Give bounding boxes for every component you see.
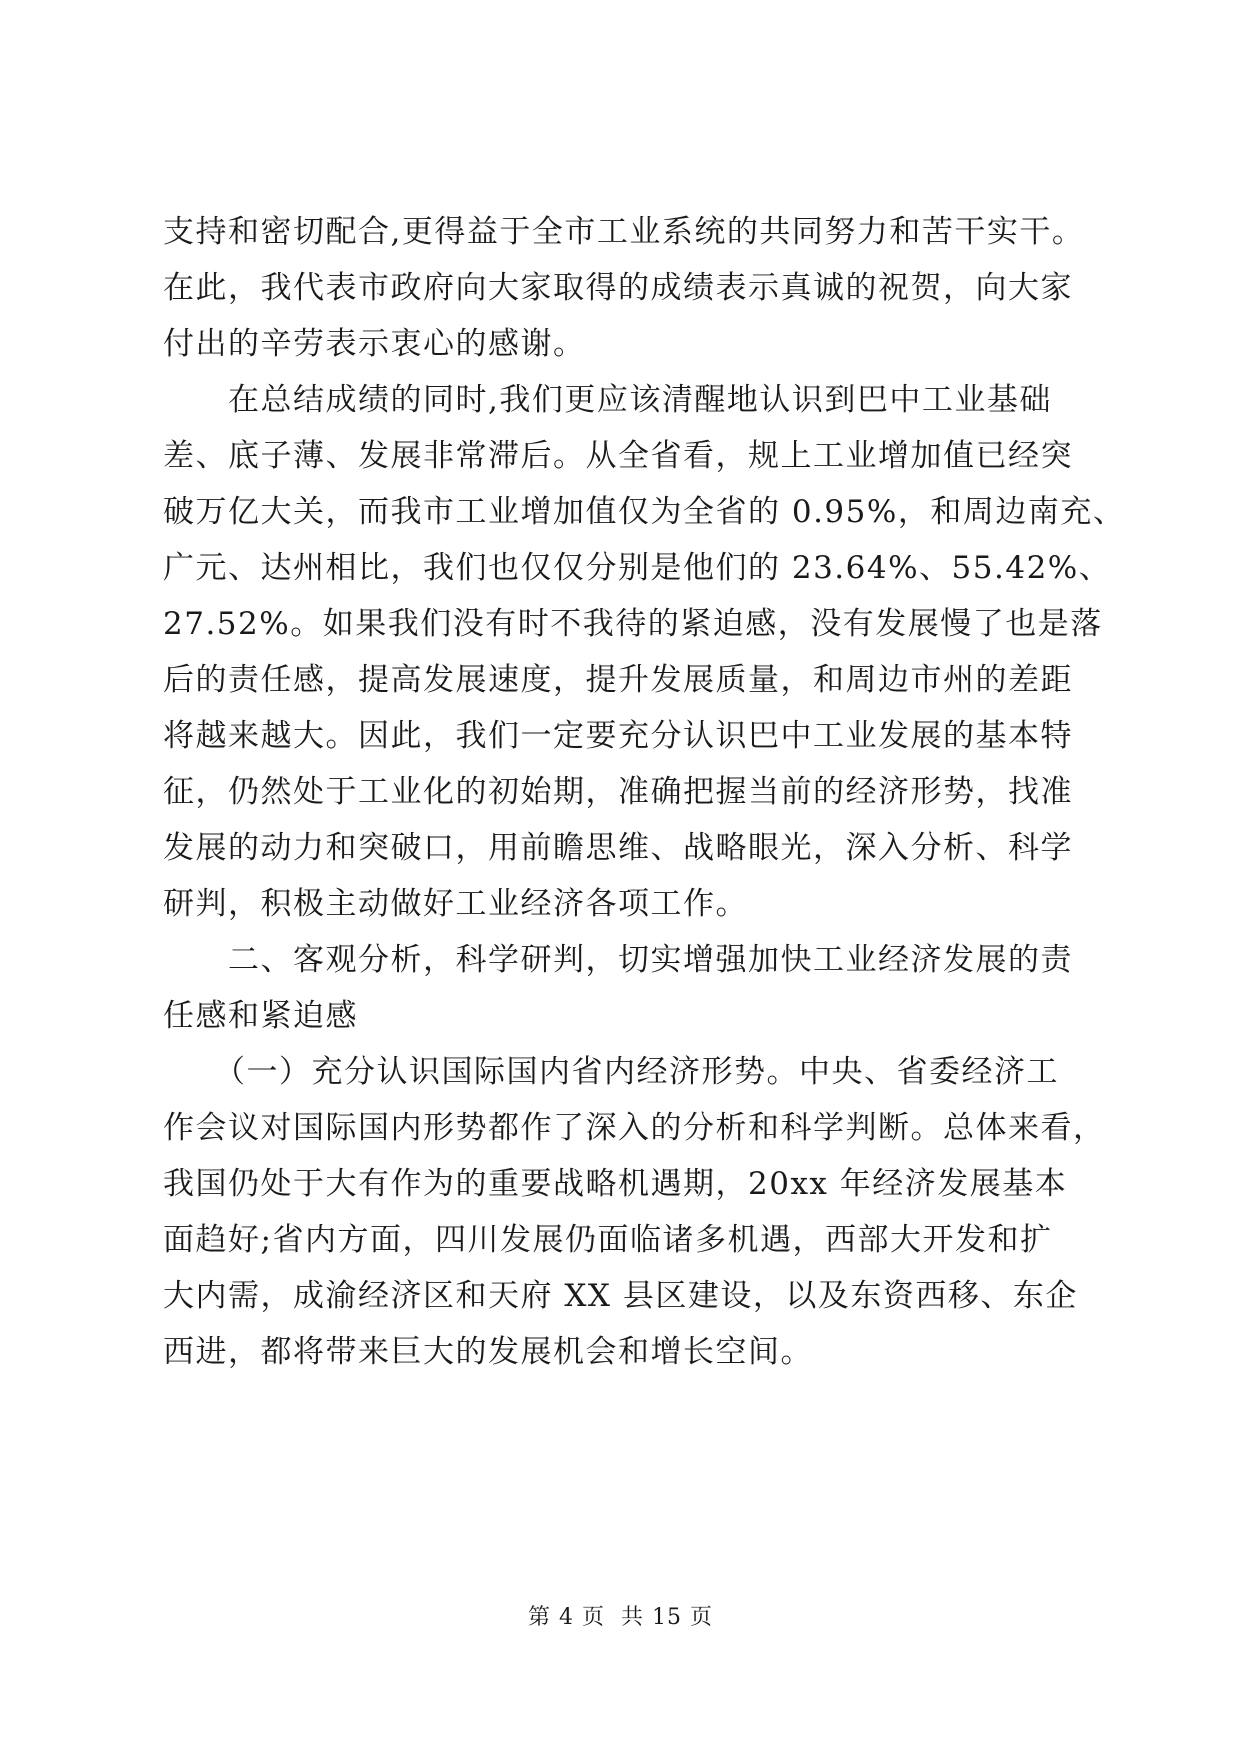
subsection-paragraph-line: 面趋好;省内方面，四川发展仍面临诸多机遇，西部大开发和扩 xyxy=(163,1222,1053,1258)
body-paragraph-line: 广元、达州相比，我们也仅仅分别是他们的 23.64%、55.42%、 xyxy=(163,550,1112,586)
subsection-paragraph-line: 作会议对国际国内形势都作了深入的分析和科学判断。总体来看， xyxy=(163,1110,1106,1146)
continuation-line-3: 付出的辛劳表示衷心的感谢。 xyxy=(163,326,586,362)
page-number: 第 4 页 xyxy=(528,1605,605,1630)
body-paragraph-line: 在总结成绩的同时,我们更应该清醒地认识到巴中工业基础 xyxy=(228,382,1052,418)
body-paragraph-line: 差、底子薄、发展非常滞后。从全省看，规上工业增加值已经突 xyxy=(163,438,1073,474)
subsection-paragraph-line: 我国仍处于大有作为的重要战略机遇期，20xx 年经济发展基本 xyxy=(163,1166,1068,1202)
body-paragraph-line: 征，仍然处于工业化的初始期，准确把握当前的经济形势，找准 xyxy=(163,774,1073,810)
subsection-paragraph-line: （一）充分认识国际国内省内经济形势。中央、省委经济工 xyxy=(214,1054,1059,1090)
section-heading-line: 二、客观分析，科学研判，切实增强加快工业经济发展的责 xyxy=(228,942,1073,978)
continuation-line-1: 支持和密切配合,更得益于全市工业系统的共同努力和苦干实干。 xyxy=(163,214,1085,250)
continuation-line-2: 在此，我代表市政府向大家取得的成绩表示真诚的祝贺，向大家 xyxy=(163,270,1073,306)
body-paragraph-line: 将越来越大。因此，我们一定要充分认识巴中工业发展的基本特 xyxy=(163,718,1073,754)
body-paragraph-line: 破万亿大关，而我市工业增加值仅为全省的 0.95%，和周边南充、 xyxy=(163,494,1126,530)
body-paragraph-line: 后的责任感，提高发展速度，提升发展质量，和周边市州的差距 xyxy=(163,662,1073,698)
section-heading-line: 任感和紧迫感 xyxy=(163,998,358,1034)
subsection-paragraph-line: 西进，都将带来巨大的发展机会和增长空间。 xyxy=(163,1334,813,1370)
page-footer xyxy=(0,1603,1241,1633)
body-paragraph-line: 发展的动力和突破口，用前瞻思维、战略眼光，深入分析、科学 xyxy=(163,830,1073,866)
subsection-paragraph-line: 大内需，成渝经济区和天府 XX 县区建设，以及东资西移、东企 xyxy=(163,1278,1078,1314)
page-total: 共 15 页 xyxy=(621,1605,713,1630)
body-paragraph-line: 研判，积极主动做好工业经济各项工作。 xyxy=(163,886,748,922)
body-paragraph-line: 27.52%。如果我们没有时不我待的紧迫感，没有发展慢了也是落 xyxy=(163,606,1103,642)
